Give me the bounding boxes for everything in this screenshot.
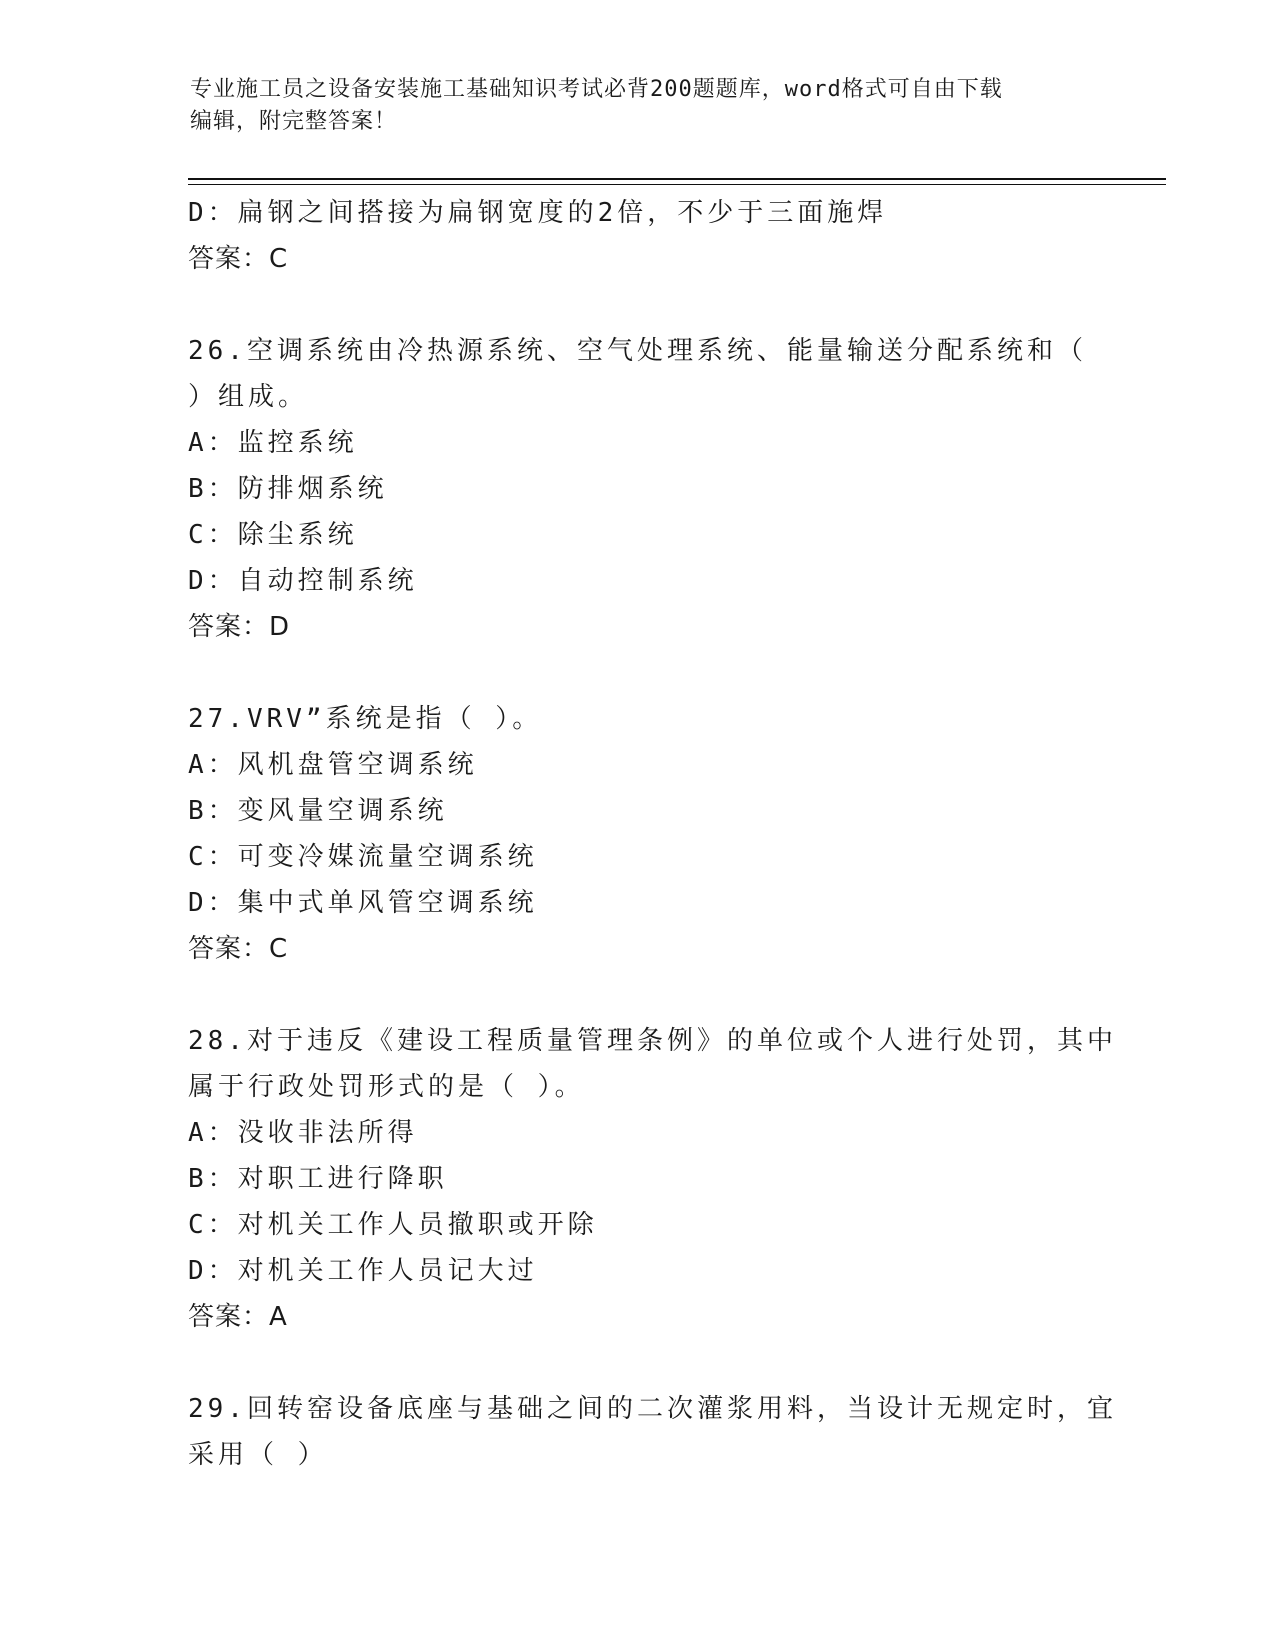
option-a: A：监控系统	[188, 428, 358, 458]
spacer	[188, 1340, 1088, 1386]
question-stem: 27.VRV”系统是指（ ）。	[188, 704, 543, 734]
answer-line: 答案：A	[188, 1302, 288, 1332]
header-title-line-1: 专业施工员之设备安装施工基础知识考试必背200题题库，word格式可自由下载	[190, 77, 1003, 102]
question-stem: 28.对于违反《建设工程质量管理条例》的单位或个人进行处罚，其中	[188, 1026, 1117, 1056]
question-stem-continued: 采用（ ）	[188, 1440, 328, 1470]
option-d: D：集中式单风管空调系统	[188, 888, 538, 918]
question-28	[188, 1018, 1117, 1340]
question-stem-continued: 属于行政处罚形式的是（ ）。	[188, 1072, 585, 1102]
question-26	[188, 328, 1088, 650]
answer-line: 答案：C	[188, 934, 289, 964]
spacer	[188, 650, 1088, 696]
question-27	[188, 696, 1088, 972]
previous-question-tail	[188, 190, 1088, 282]
option-c: C：除尘系统	[188, 520, 358, 550]
option-b: B：变风量空调系统	[188, 796, 448, 826]
option-d: D：扁钢之间搭接为扁钢宽度的2倍，不少于三面施焊	[188, 198, 888, 228]
option-b: B：对职工进行降职	[188, 1164, 448, 1194]
option-c: C：对机关工作人员撤职或开除	[188, 1210, 598, 1240]
question-stem: 26.空调系统由冷热源系统、空气处理系统、能量输送分配系统和（	[188, 336, 1087, 366]
document-body	[188, 190, 1117, 1478]
question-stem-continued: ）组成。	[188, 382, 309, 412]
option-c: C：可变冷媒流量空调系统	[188, 842, 538, 872]
answer-line: 答案：C	[188, 244, 289, 274]
option-a: A：风机盘管空调系统	[188, 750, 478, 780]
header-rule-thin	[188, 184, 1166, 185]
document-header	[190, 74, 1090, 138]
header-title-line-2: 编辑，附完整答案！	[190, 109, 398, 134]
option-b: B：防排烟系统	[188, 474, 388, 504]
option-d: D：自动控制系统	[188, 566, 418, 596]
option-a: A：没收非法所得	[188, 1118, 418, 1148]
spacer	[188, 282, 1088, 328]
question-29	[188, 1386, 1117, 1478]
spacer	[188, 972, 1088, 1018]
answer-line: 答案：D	[188, 612, 291, 642]
header-rule-thick	[188, 178, 1166, 180]
option-d: D：对机关工作人员记大过	[188, 1256, 538, 1286]
question-stem: 29.回转窑设备底座与基础之间的二次灌浆用料，当设计无规定时，宜	[188, 1394, 1117, 1424]
